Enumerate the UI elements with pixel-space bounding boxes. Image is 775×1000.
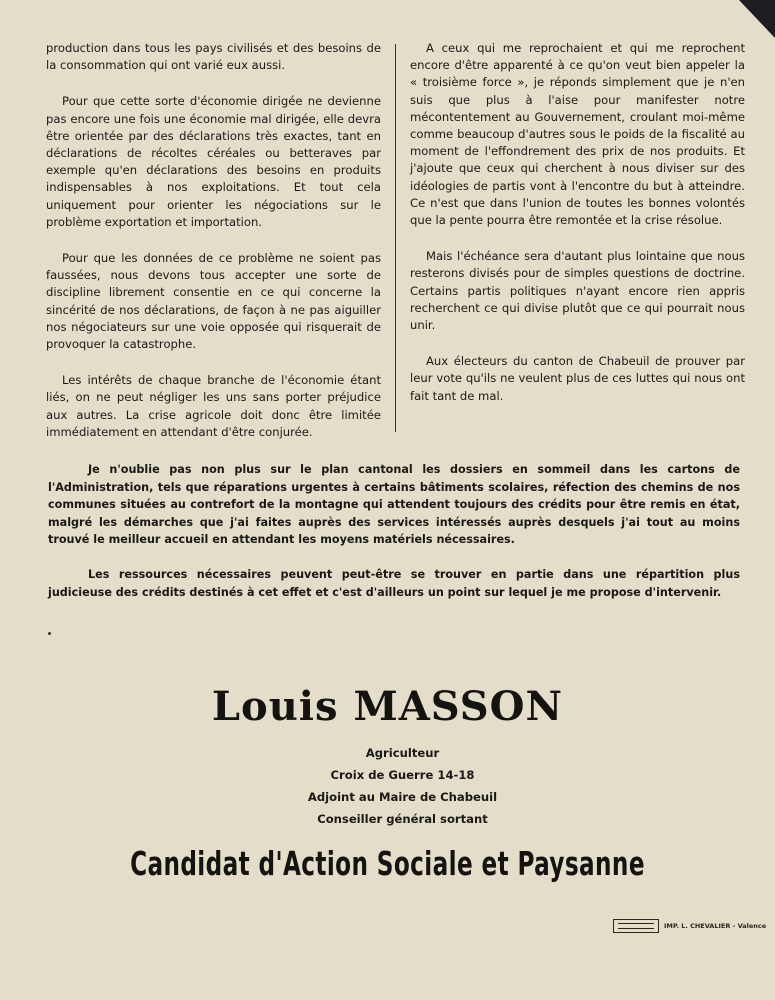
printer-name: IMP. L. CHEVALIER - Valence [664, 922, 767, 930]
left-paragraph-1: production dans tous les pays civilisés et des besoins de la consommation qui ont varié eux aussi. [46, 41, 381, 73]
right-paragraph-3: Aux électeurs du canton de Chabeuil de prouver par leur vote qu'ils ne veulent plus de ces luttes qui nous ont fait tant de mal. [410, 354, 745, 403]
left-paragraph-4: Les intérêts de chaque branche de l'économie étant liés, on ne peut négliger les uns sans porter préjudice aux autres. La crise agricole doit donc être limitée immédiatement en attendant d'être conjurée. [46, 373, 381, 439]
bold-paragraph-2: Les ressources nécessaires peuvent peut-être se trouver en partie dans une répartition plus judicieuse des crédits destinés à cet effet et c'est d'ailleurs un point sur lequel je me propose d'intervenir. [48, 567, 740, 599]
printer-logo-icon [613, 919, 659, 933]
left-paragraph-2: Pour que cette sorte d'économie dirigée ne devienne pas encore une fois une économie mal dirigée, elle devra être orientée par des déclarations très exactes, tant en déclarations de récoltes céréales ou betteraves par exemple qu'en déclarations des besoins en produits indispensables à nos exploitations. Et tout cela uniquement pour orienter les négociations sur le problème exportation et importation. [46, 94, 381, 229]
candidate-title-4: Conseiller général sortant [317, 812, 488, 826]
bold-paragraph-1: Je n'oublie pas non plus sur le plan cantonal les dossiers en sommeil dans les cartons de l'Administration, tels que réparations urgentes à certains bâtiments scolaires, réfection des chemins de nos communes situées au contrefort de la montagne qui attendent toujours des crédits pour être remis en état, malgré les démarches que j'ai faites auprès des services intéressés auprès desquels j'ai tout au moins trouvé le meilleur accueil en attendant les moyens matériels nécessaires. [48, 463, 740, 547]
candidate-title-3: Adjoint au Maire de Chabeuil [307, 790, 498, 804]
candidate-name: Louis MASSON [211, 683, 564, 730]
candidate-title-2: Croix de Guerre 14-18 [330, 768, 475, 782]
printer-imprint [613, 919, 766, 933]
candidate-titles [0, 742, 775, 830]
folded-corner [739, 0, 775, 38]
two-column-text [46, 40, 746, 460]
left-paragraph-3: Pour que les données de ce problème ne soient pas faussées, nous devons tous accepter une sorte de discipline librement consentie en ce qui concerne la sincérité de nos déclarations, de façon à ne pas aiguiller nos négociateurs sur une voie opposée qui risquerait de provoquer la catastrophe. [46, 251, 381, 352]
print-speck [48, 632, 51, 635]
candidate-title-1: Agriculteur [365, 746, 440, 760]
cantonal-statement [48, 461, 740, 618]
left-column [46, 40, 395, 460]
right-paragraph-1: A ceux qui me reprochaient et qui me reprochent encore d'être apparenté à ce qu'on veut bien appeler la « troisième force », je réponds simplement que je n'en suis que plus à l'aise pour manifester notre mécontentement au Gouvernement, croulant moi-même comme beaucoup d'autres sous le poids de la fiscalité au moment de l'effondrement des prix de nos produits. Et j'ajoute que ceux qui cherchent à nous diviser sur des idéologies de partis vont à l'encontre du but à atteindre. Ce n'est que dans l'union de toutes les bonnes volontés que la pente pourra être remontée et la crise résolue. [410, 41, 745, 228]
right-paragraph-2: Mais l'échéance sera d'autant plus lointaine que nous resterons divisés pour de simples questions de doctrine. Certains partis politiques n'ayant encore rien appris recherchent ce qui divise plutôt que ce qui pourrait nous unir. [410, 249, 745, 333]
candidacy-heading: Candidat d'Action Sociale et Paysanne [130, 844, 645, 883]
right-column [396, 40, 745, 460]
